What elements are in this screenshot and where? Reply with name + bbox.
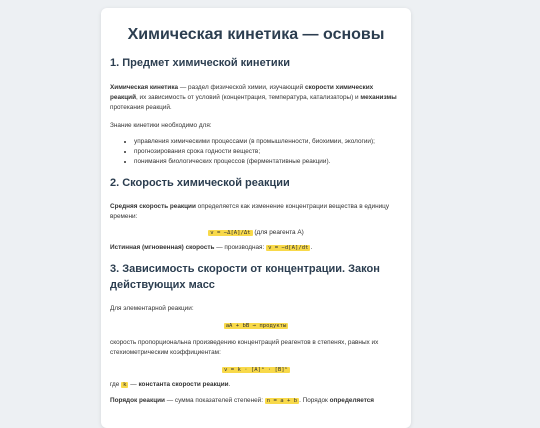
document-card — [101, 8, 411, 428]
section-3-paragraph-3: где k — константа скорости реакции. — [110, 381, 231, 389]
section-3-paragraph-4: Порядок реакции — сумма показателей степеней: n = a + b . Порядок определяется — [110, 397, 375, 405]
order-code: n = a + b — [266, 398, 298, 405]
reaction-equation — [110, 321, 402, 331]
section-3-paragraph-2: скорость пропорциональна произведению концентраций реагентов в степенях, равных их стехиометрическим коэффициентам: — [110, 338, 379, 356]
instant-rate-code: v = −d[A]/dt — [268, 244, 309, 251]
list-item: • управления химическими процессами (в промышленности, биохимии, экологии); — [134, 137, 402, 147]
section-1-paragraph-2: Знание кинетики необходимо для: — [110, 121, 212, 129]
mass-action-formula — [110, 365, 402, 375]
section-2-paragraph-1: Средняя скорость реакции определяется как изменение концентрации вещества в единицу времени: — [110, 202, 390, 220]
formula-code: v = k · [A]ᵃ · [B]ᵇ — [224, 366, 288, 373]
section-3-paragraph-1: Для элементарной реакции: — [110, 304, 194, 312]
section-2-paragraph-2: Истинная (мгновенная) скорость — производная: v = −d[A]/dt . — [110, 243, 313, 251]
average-rate-formula: v = −Δ[A]/Δt (для реагента A) — [210, 228, 304, 236]
section-1 — [110, 56, 402, 167]
section-1-paragraph-1: Химическая кинетика — раздел физической химии, изучающий скорости химических реакций, их зависимость от условий (концентрация, температура, катализаторы) и механизмы протекания реакций. — [110, 83, 397, 111]
page-title: Химическая кинетика — основы — [127, 26, 385, 43]
section-3-heading: 3. Зависимость скорости от концентрации. Закон действующих масс — [110, 263, 380, 291]
section-1-list — [110, 137, 402, 168]
section-2-heading: 2. Скорость химической реакции — [110, 177, 290, 189]
rate-constant-code: k — [123, 382, 127, 389]
formula-code: aA + bB → продукты — [225, 322, 287, 329]
formula-code: v = −Δ[A]/Δt — [210, 229, 251, 236]
section-1-heading: 1. Предмет химической кинетики — [110, 57, 290, 69]
list-item: • прогнозирования срока годности веществ; — [134, 147, 402, 157]
list-item: • понимания биологических процессов (ферментативные реакции). — [134, 157, 402, 167]
section-3 — [110, 262, 402, 406]
section-2 — [110, 176, 402, 253]
